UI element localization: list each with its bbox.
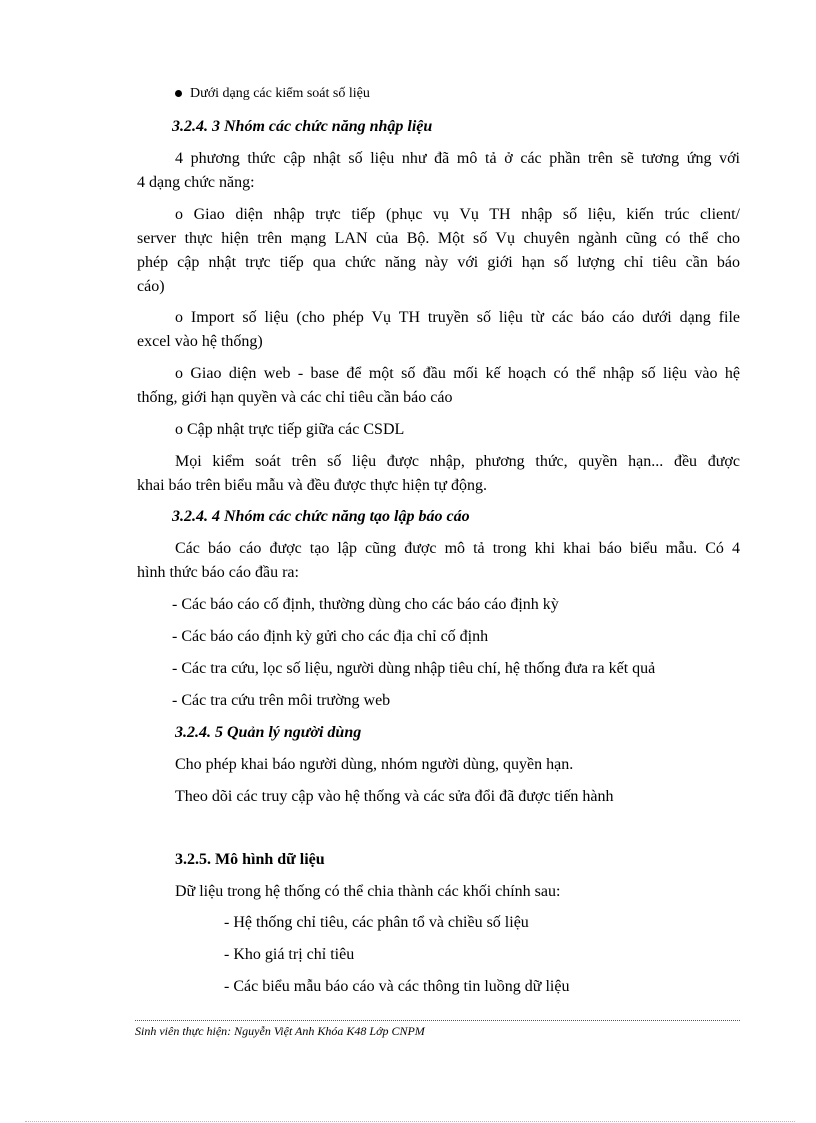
paragraph-line: Dữ liệu trong hệ thống có thể chia thành các khối chính sau: bbox=[175, 883, 561, 900]
list-item: - Hệ thống chỉ tiêu, các phân tổ và chiều số liệu bbox=[224, 914, 529, 931]
option-item-line: thống, giới hạn quyền và các chỉ tiêu cần báo cáo bbox=[137, 389, 453, 406]
option-item-line: cáo) bbox=[137, 278, 165, 295]
list-item: - Các tra cứu, lọc số liệu, người dùng nhập tiêu chí, hệ thống đưa ra kết quả bbox=[172, 660, 656, 677]
option-item-line: o Import số liệu (cho phép Vụ TH truyền số liệu từ các báo cáo dưới dạng file bbox=[175, 309, 740, 326]
paragraph-line: 4 phương thức cập nhật số liệu như đã mô tả ở các phần trên sẽ tương ứng với bbox=[175, 150, 740, 167]
heading-3-2-4-3: 3.2.4. 3 Nhóm các chức năng nhập liệu bbox=[172, 118, 433, 135]
footer-divider bbox=[135, 1020, 740, 1021]
paragraph-line: khai báo trên biểu mẫu và đều được thực hiện tự động. bbox=[137, 477, 487, 494]
page-footer: Sinh viên thực hiện: Nguyễn Việt Anh Khóa K48 Lớp CNPM bbox=[135, 1024, 425, 1038]
option-item-line: server thực hiện trên mạng LAN của Bộ. Một số Vụ chuyên ngành cũng có thể cho bbox=[137, 230, 740, 247]
bullet-text: Dưới dạng các kiểm soát số liệu bbox=[190, 86, 370, 101]
option-item-line: excel vào hệ thống) bbox=[137, 333, 263, 350]
list-item: - Các tra cứu trên môi trường web bbox=[172, 692, 391, 709]
page-bottom-border bbox=[25, 1121, 795, 1122]
option-item-line: o Giao diện web - base để một số đầu mối kế hoạch có thể nhập số liệu vào hệ bbox=[175, 365, 740, 382]
paragraph-line: hình thức báo cáo đầu ra: bbox=[137, 564, 299, 581]
list-item: - Các báo cáo cố định, thường dùng cho các báo cáo định kỳ bbox=[172, 596, 559, 613]
heading-3-2-4-4: 3.2.4. 4 Nhóm các chức năng tạo lập báo cáo bbox=[172, 508, 470, 525]
list-item: - Các biểu mẫu báo cáo và các thông tin luồng dữ liệu bbox=[224, 978, 570, 995]
paragraph-line: Theo dõi các truy cập vào hệ thống và các sửa đổi đã được tiến hành bbox=[175, 788, 614, 805]
heading-3-2-5: 3.2.5. Mô hình dữ liệu bbox=[175, 851, 325, 868]
paragraph-line: Các báo cáo được tạo lập cũng được mô tả trong khi khai báo biểu mẫu. Có 4 bbox=[175, 540, 740, 557]
list-item: - Kho giá trị chỉ tiêu bbox=[224, 946, 355, 963]
option-item-line: o Giao diện nhập trực tiếp (phục vụ Vụ TH nhập số liệu, kiến trúc client/ bbox=[175, 206, 740, 223]
paragraph-line: 4 dạng chức năng: bbox=[137, 174, 255, 191]
heading-3-2-4-5: 3.2.4. 5 Quản lý người dùng bbox=[175, 724, 362, 741]
paragraph-line: Mọi kiểm soát trên số liệu được nhập, phương thức, quyền hạn... đều được bbox=[175, 453, 740, 470]
option-item-line: o Cập nhật trực tiếp giữa các CSDL bbox=[175, 421, 405, 438]
bullet-icon bbox=[175, 90, 182, 97]
option-item-line: phép cập nhật trực tiếp qua chức năng này với giới hạn số lượng chỉ tiêu cần báo bbox=[137, 254, 740, 271]
paragraph-line: Cho phép khai báo người dùng, nhóm người dùng, quyền hạn. bbox=[175, 756, 574, 773]
list-item: - Các báo cáo định kỳ gửi cho các địa chỉ cố định bbox=[172, 628, 489, 645]
